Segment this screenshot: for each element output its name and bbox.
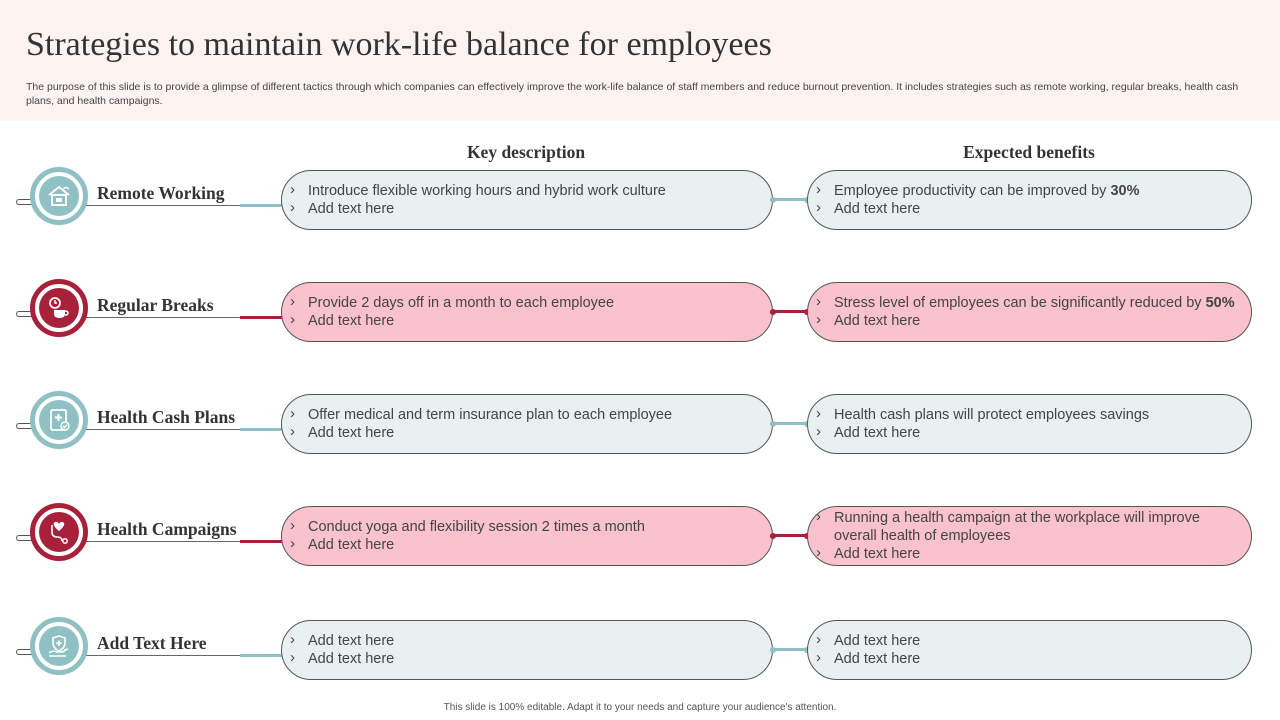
benefit-bullet: › Add text here [834, 200, 1231, 218]
strategy-row-add-text [0, 613, 1280, 677]
key-bullet: › Conduct yoga and flexibility session 2 times a month [308, 518, 752, 536]
benefit-bullet [834, 182, 1231, 200]
benefit-text: Stress level of employees can be significantly reduced by [834, 295, 1206, 311]
benefit-highlight: 30% [1110, 183, 1140, 199]
strategy-label: Health Cash Plans [97, 407, 236, 427]
icon-badge [30, 503, 88, 561]
stethoscope-heart-icon [46, 519, 72, 545]
expected-benefits-box [807, 394, 1252, 454]
key-description-box [281, 620, 773, 680]
expected-benefits-box [807, 620, 1252, 680]
remote-work-icon [46, 183, 72, 209]
box-connector [773, 422, 807, 425]
benefit-highlight: 50% [1205, 295, 1235, 311]
key-description-box [281, 394, 773, 454]
box-connector [773, 198, 807, 201]
benefit-text: Employee productivity can be improved by [834, 183, 1111, 199]
label-connector [240, 428, 282, 431]
benefit-bullet [834, 294, 1245, 312]
label-connector [240, 204, 282, 207]
key-bullet: › Add text here [308, 312, 752, 330]
column-header-benefits: Expected benefits [963, 142, 1095, 162]
strategy-row-health-campaigns [0, 499, 1280, 563]
medical-plan-icon [46, 407, 72, 433]
key-bullet: › Add text here [308, 650, 752, 668]
key-bullet: › Add text here [308, 536, 752, 554]
expected-benefits-box [807, 282, 1252, 342]
key-description-box [281, 506, 773, 566]
box-connector [773, 648, 807, 651]
expected-benefits-box [807, 506, 1252, 566]
key-description-box [281, 282, 773, 342]
page-subtitle: The purpose of this slide is to provide a glimpse of different tactics through which companies can effectively improve the work-life balance of staff members and reduce burnout prevention. It includes strategies such as remote working, regular breaks, health cash plans, and health campaigns. [26, 81, 1239, 107]
page-title: Strategies to maintain work-life balance for employees [26, 26, 772, 63]
health-shield-hand-icon [46, 633, 72, 659]
benefit-bullet: › Add text here [834, 632, 1231, 650]
label-connector [240, 316, 282, 319]
key-bullet: › Introduce flexible working hours and hybrid work culture [308, 182, 752, 200]
strategy-row-health-cash-plans [0, 387, 1280, 451]
benefit-bullet: › Add text here [834, 545, 1221, 563]
strategy-label: Add Text Here [97, 633, 207, 653]
benefit-bullet: › Add text here [834, 312, 1245, 330]
key-bullet: › Add text here [308, 200, 752, 218]
label-connector [240, 654, 282, 657]
strategy-label: Health Campaigns [97, 519, 237, 539]
column-header-key: Key description [466, 142, 586, 162]
benefit-bullet: › Health cash plans will protect employees savings [834, 406, 1231, 424]
icon-badge [30, 167, 88, 225]
strategy-label: Regular Breaks [97, 295, 214, 315]
label-connector [240, 540, 282, 543]
icon-badge [30, 279, 88, 337]
strategy-row-remote-working [0, 163, 1280, 227]
key-bullet: › Add text here [308, 632, 752, 650]
footer-note: This slide is 100% editable. Adapt it to your needs and capture your audience's attention. [443, 702, 837, 713]
icon-badge [30, 617, 88, 675]
key-description-box [281, 170, 773, 230]
icon-badge [30, 391, 88, 449]
box-connector [773, 534, 807, 537]
strategy-row-regular-breaks [0, 275, 1280, 339]
strategy-label: Remote Working [97, 183, 225, 203]
benefit-bullet: › Add text here [834, 424, 1231, 442]
header-band [0, 0, 1280, 121]
box-connector [773, 310, 807, 313]
expected-benefits-box [807, 170, 1252, 230]
key-bullet: › Offer medical and term insurance plan to each employee [308, 406, 752, 424]
coffee-break-icon [46, 295, 72, 321]
key-bullet: › Add text here [308, 424, 752, 442]
benefit-bullet: › Running a health campaign at the workplace will improve overall health of employees [834, 509, 1221, 545]
key-bullet: › Provide 2 days off in a month to each employee [308, 294, 752, 312]
benefit-bullet: › Add text here [834, 650, 1231, 668]
